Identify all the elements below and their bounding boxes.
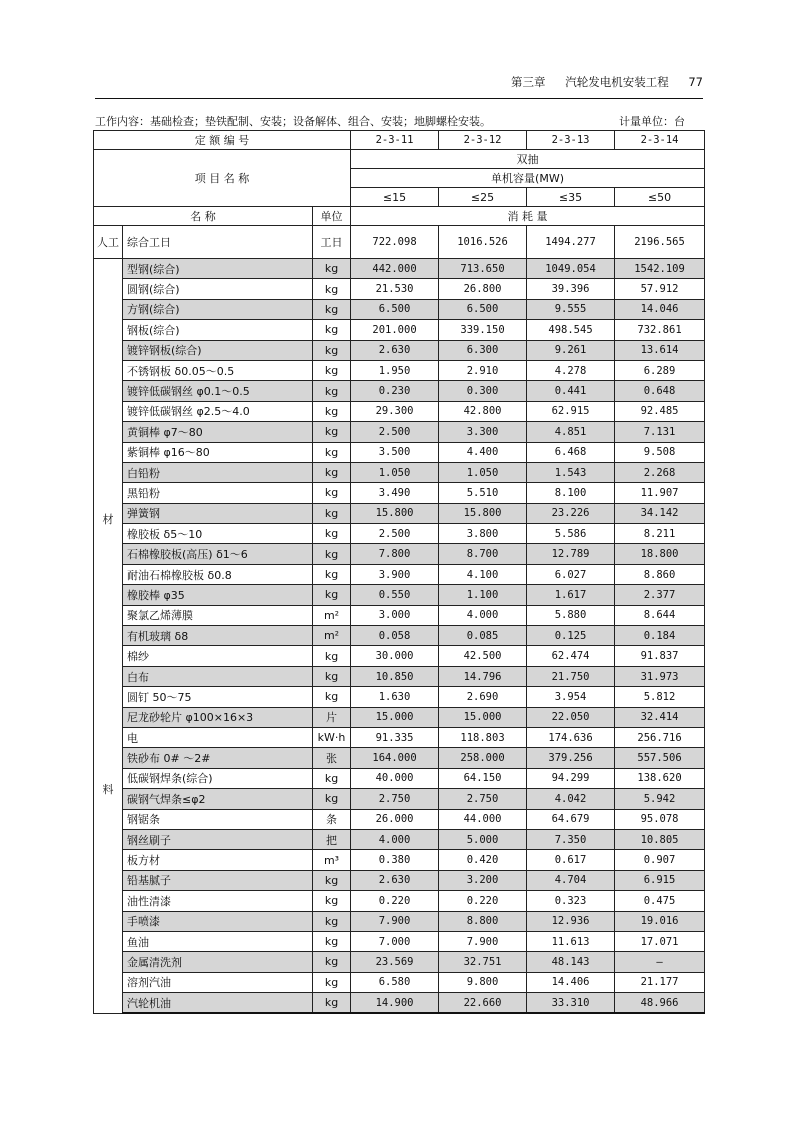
material-value: 21.177: [615, 972, 705, 992]
material-value: 2.268: [615, 462, 705, 482]
material-value: 44.000: [439, 809, 527, 829]
material-row: [94, 503, 705, 523]
material-value: 2.377: [615, 585, 705, 605]
name-column-header: 名 称: [94, 207, 313, 226]
material-name: 橡胶板 δ5～10: [123, 524, 313, 544]
material-value: 8.211: [615, 524, 705, 544]
material-name: 金属清洗剂: [123, 952, 313, 972]
quota-number-label: 定 额 编 号: [94, 131, 351, 150]
material-row: [94, 850, 705, 870]
material-row: [94, 442, 705, 462]
material-value: 0.380: [351, 850, 439, 870]
material-value: 3.000: [351, 605, 439, 625]
material-value: 12.936: [527, 911, 615, 931]
material-value: 2.750: [439, 789, 527, 809]
material-row: [94, 707, 705, 727]
material-value: 3.200: [439, 870, 527, 890]
material-value: 57.912: [615, 279, 705, 299]
material-unit: kW·h: [313, 727, 351, 747]
labor-value: 2196.565: [615, 226, 705, 259]
material-value: 0.058: [351, 626, 439, 646]
material-value: —: [615, 952, 705, 972]
material-unit: kg: [313, 891, 351, 911]
material-unit: kg: [313, 870, 351, 890]
material-value: 0.550: [351, 585, 439, 605]
materials-category-char: 料: [102, 783, 114, 796]
material-unit: kg: [313, 360, 351, 380]
material-value: 0.085: [439, 626, 527, 646]
material-unit: kg: [313, 646, 351, 666]
work-content: 工作内容：基础检查；垫铁配制、安装；设备解体、组合、安装；地脚螺栓安装。: [95, 115, 491, 128]
material-name: 聚氯乙烯薄膜: [123, 605, 313, 625]
material-value: 6.580: [351, 972, 439, 992]
material-row: [94, 585, 705, 605]
material-value: 3.800: [439, 524, 527, 544]
material-row: [94, 727, 705, 747]
work-content-line: [95, 113, 703, 129]
material-unit: kg: [313, 666, 351, 686]
material-value: 1.630: [351, 687, 439, 707]
material-value: 18.800: [615, 544, 705, 564]
item-name-label: 项 目 名 称: [94, 150, 351, 207]
material-row: [94, 544, 705, 564]
material-value: 3.900: [351, 564, 439, 584]
material-name: 镀锌低碳钢丝 φ2.5～4.0: [123, 401, 313, 421]
material-value: 713.650: [439, 259, 527, 279]
material-name: 耐油石棉橡胶板 δ0.8: [123, 564, 313, 584]
material-value: 258.000: [439, 748, 527, 768]
material-row: [94, 829, 705, 849]
material-value: 6.500: [351, 299, 439, 319]
material-value: 91.837: [615, 646, 705, 666]
material-value: 64.679: [527, 809, 615, 829]
material-value: 10.805: [615, 829, 705, 849]
material-value: 0.125: [527, 626, 615, 646]
material-value: 13.614: [615, 340, 705, 360]
material-row: [94, 462, 705, 482]
material-value: 0.323: [527, 891, 615, 911]
material-value: 62.915: [527, 401, 615, 421]
material-value: 0.441: [527, 381, 615, 401]
material-value: 48.966: [615, 993, 705, 1014]
material-value: 9.508: [615, 442, 705, 462]
material-unit: m³: [313, 850, 351, 870]
consumption-header: 消 耗 量: [351, 207, 705, 226]
material-value: 0.220: [439, 891, 527, 911]
material-value: 30.000: [351, 646, 439, 666]
material-value: 4.400: [439, 442, 527, 462]
material-value: 0.220: [351, 891, 439, 911]
material-value: 0.617: [527, 850, 615, 870]
labor-row: [94, 226, 705, 259]
material-value: 3.954: [527, 687, 615, 707]
labor-value: 1494.277: [527, 226, 615, 259]
material-value: 94.299: [527, 768, 615, 788]
material-value: 201.000: [351, 320, 439, 340]
material-value: 0.230: [351, 381, 439, 401]
labor-name: 综合工日: [123, 226, 313, 259]
material-value: 2.630: [351, 340, 439, 360]
material-name: 镀锌低碳钢丝 φ0.1～0.5: [123, 381, 313, 401]
material-name: 钢锯条: [123, 809, 313, 829]
material-row: [94, 279, 705, 299]
material-unit: kg: [313, 340, 351, 360]
material-value: 4.000: [351, 829, 439, 849]
quota-code: 2-3-13: [527, 131, 615, 150]
material-row: [94, 483, 705, 503]
material-value: 6.915: [615, 870, 705, 890]
material-value: 39.396: [527, 279, 615, 299]
material-unit: kg: [313, 320, 351, 340]
capacity-value: ≤15: [351, 188, 439, 207]
material-value: 4.100: [439, 564, 527, 584]
material-name: 圆钢(综合): [123, 279, 313, 299]
material-value: 12.789: [527, 544, 615, 564]
material-row: [94, 626, 705, 646]
material-value: 2.910: [439, 360, 527, 380]
material-name: 尼龙砂轮片 φ100×16×3: [123, 707, 313, 727]
material-value: 7.131: [615, 422, 705, 442]
material-name: 型钢(综合): [123, 259, 313, 279]
material-value: 15.800: [351, 503, 439, 523]
material-value: 95.078: [615, 809, 705, 829]
material-value: 42.800: [439, 401, 527, 421]
material-value: 14.406: [527, 972, 615, 992]
material-value: 2.500: [351, 422, 439, 442]
material-unit: kg: [313, 564, 351, 584]
material-value: 15.000: [351, 707, 439, 727]
material-value: 164.000: [351, 748, 439, 768]
material-value: 21.750: [527, 666, 615, 686]
material-row: [94, 789, 705, 809]
material-row: [94, 360, 705, 380]
material-value: 1.100: [439, 585, 527, 605]
material-name: 碳钢气焊条≤φ2: [123, 789, 313, 809]
group-label: 双抽: [351, 150, 705, 169]
material-value: 6.027: [527, 564, 615, 584]
material-value: 40.000: [351, 768, 439, 788]
quota-number-row: [94, 131, 705, 150]
material-value: 8.800: [439, 911, 527, 931]
material-value: 1.050: [351, 462, 439, 482]
material-name: 橡胶棒 φ35: [123, 585, 313, 605]
material-row: [94, 931, 705, 951]
material-value: 0.184: [615, 626, 705, 646]
materials-category-char: 材: [102, 513, 114, 526]
material-value: 557.506: [615, 748, 705, 768]
material-value: 32.751: [439, 952, 527, 972]
material-value: 26.000: [351, 809, 439, 829]
material-value: 6.289: [615, 360, 705, 380]
material-value: 5.586: [527, 524, 615, 544]
material-row: [94, 687, 705, 707]
labor-unit: 工日: [313, 226, 351, 259]
material-unit: m²: [313, 605, 351, 625]
quota-code: 2-3-14: [615, 131, 705, 150]
material-value: 11.613: [527, 931, 615, 951]
material-unit: kg: [313, 687, 351, 707]
material-name: 白布: [123, 666, 313, 686]
material-value: 34.142: [615, 503, 705, 523]
material-row: [94, 666, 705, 686]
material-unit: kg: [313, 279, 351, 299]
material-name: 溶剂汽油: [123, 972, 313, 992]
material-value: 9.800: [439, 972, 527, 992]
material-unit: kg: [313, 768, 351, 788]
material-value: 1.950: [351, 360, 439, 380]
material-unit: 张: [313, 748, 351, 768]
material-value: 339.150: [439, 320, 527, 340]
material-name: 铁砂布 0# ～2#: [123, 748, 313, 768]
material-unit: kg: [313, 911, 351, 931]
material-value: 0.907: [615, 850, 705, 870]
material-row: [94, 891, 705, 911]
material-value: 14.796: [439, 666, 527, 686]
material-value: 14.900: [351, 993, 439, 1014]
chapter-title: 汽轮发电机安装工程: [565, 75, 669, 89]
material-value: 2.500: [351, 524, 439, 544]
material-name: 不锈钢板 δ0.05～0.5: [123, 360, 313, 380]
group-row: [94, 150, 705, 169]
materials-category: [94, 259, 123, 1014]
capacity-value: ≤50: [615, 188, 705, 207]
material-value: 5.000: [439, 829, 527, 849]
material-row: [94, 259, 705, 279]
material-row: [94, 870, 705, 890]
material-unit: kg: [313, 952, 351, 972]
material-value: 15.800: [439, 503, 527, 523]
material-row: [94, 320, 705, 340]
material-value: 8.644: [615, 605, 705, 625]
material-value: 0.475: [615, 891, 705, 911]
capacity-label: 单机容量(MW): [351, 169, 705, 188]
material-row: [94, 401, 705, 421]
material-value: 4.851: [527, 422, 615, 442]
labor-value: 722.098: [351, 226, 439, 259]
material-unit: kg: [313, 544, 351, 564]
material-value: 1.050: [439, 462, 527, 482]
material-value: 118.803: [439, 727, 527, 747]
material-name: 钢板(综合): [123, 320, 313, 340]
material-value: 0.648: [615, 381, 705, 401]
material-value: 2.690: [439, 687, 527, 707]
material-value: 7.900: [439, 931, 527, 951]
material-unit: kg: [313, 299, 351, 319]
material-value: 10.850: [351, 666, 439, 686]
material-value: 17.071: [615, 931, 705, 951]
material-value: 1542.109: [615, 259, 705, 279]
material-value: 21.530: [351, 279, 439, 299]
material-row: [94, 972, 705, 992]
material-value: 23.569: [351, 952, 439, 972]
material-value: 5.510: [439, 483, 527, 503]
material-unit: kg: [313, 931, 351, 951]
material-row: [94, 748, 705, 768]
measure-unit: 计量单位：台: [619, 115, 685, 128]
material-unit: kg: [313, 381, 351, 401]
material-value: 1.617: [527, 585, 615, 605]
material-value: 6.468: [527, 442, 615, 462]
material-value: 48.143: [527, 952, 615, 972]
material-unit: kg: [313, 259, 351, 279]
material-value: 138.620: [615, 768, 705, 788]
material-value: 22.050: [527, 707, 615, 727]
material-value: 22.660: [439, 993, 527, 1014]
material-row: [94, 381, 705, 401]
material-unit: kg: [313, 503, 351, 523]
material-value: 64.150: [439, 768, 527, 788]
material-value: 91.335: [351, 727, 439, 747]
material-name: 鱼油: [123, 931, 313, 951]
material-row: [94, 809, 705, 829]
material-row: [94, 646, 705, 666]
material-row: [94, 564, 705, 584]
material-name: 石棉橡胶板(高压) δ1～6: [123, 544, 313, 564]
material-unit: kg: [313, 422, 351, 442]
material-unit: kg: [313, 401, 351, 421]
material-value: 8.100: [527, 483, 615, 503]
material-value: 8.860: [615, 564, 705, 584]
material-name: 铅基腻子: [123, 870, 313, 890]
unit-column-header: 单位: [313, 207, 351, 226]
material-name: 低碳钢焊条(综合): [123, 768, 313, 788]
material-value: 32.414: [615, 707, 705, 727]
material-value: 3.490: [351, 483, 439, 503]
material-name: 汽轮机油: [123, 993, 313, 1014]
material-value: 11.907: [615, 483, 705, 503]
material-value: 7.000: [351, 931, 439, 951]
material-row: [94, 768, 705, 788]
material-value: 4.704: [527, 870, 615, 890]
material-value: 5.880: [527, 605, 615, 625]
material-unit: kg: [313, 442, 351, 462]
capacity-value: ≤25: [439, 188, 527, 207]
material-value: 256.716: [615, 727, 705, 747]
material-value: 174.636: [527, 727, 615, 747]
material-row: [94, 340, 705, 360]
material-value: 29.300: [351, 401, 439, 421]
chapter-label: 第三章: [511, 75, 546, 89]
column-header-row: [94, 207, 705, 226]
material-value: 92.485: [615, 401, 705, 421]
material-value: 5.812: [615, 687, 705, 707]
material-unit: kg: [313, 524, 351, 544]
material-name: 电: [123, 727, 313, 747]
material-name: 板方材: [123, 850, 313, 870]
material-unit: kg: [313, 789, 351, 809]
material-value: 732.861: [615, 320, 705, 340]
material-name: 白铅粉: [123, 462, 313, 482]
running-header: [95, 74, 703, 99]
material-value: 379.256: [527, 748, 615, 768]
material-value: 6.500: [439, 299, 527, 319]
material-unit: kg: [313, 993, 351, 1014]
material-name: 有机玻璃 δ8: [123, 626, 313, 646]
material-unit: kg: [313, 462, 351, 482]
material-name: 镀锌钢板(综合): [123, 340, 313, 360]
material-value: 7.900: [351, 911, 439, 931]
material-row: [94, 911, 705, 931]
material-value: 9.261: [527, 340, 615, 360]
material-value: 62.474: [527, 646, 615, 666]
material-value: 4.000: [439, 605, 527, 625]
material-value: 9.555: [527, 299, 615, 319]
material-value: 0.420: [439, 850, 527, 870]
material-name: 油性清漆: [123, 891, 313, 911]
material-value: 15.000: [439, 707, 527, 727]
quota-code: 2-3-12: [439, 131, 527, 150]
material-row: [94, 422, 705, 442]
material-value: 23.226: [527, 503, 615, 523]
material-unit: kg: [313, 972, 351, 992]
material-value: 3.500: [351, 442, 439, 462]
material-name: 棉纱: [123, 646, 313, 666]
material-row: [94, 605, 705, 625]
material-name: 方钢(综合): [123, 299, 313, 319]
material-value: 26.800: [439, 279, 527, 299]
capacity-value: ≤35: [527, 188, 615, 207]
material-value: 0.300: [439, 381, 527, 401]
quota-table: [93, 130, 705, 1014]
material-value: 5.942: [615, 789, 705, 809]
material-value: 4.042: [527, 789, 615, 809]
material-unit: kg: [313, 585, 351, 605]
material-value: 33.310: [527, 993, 615, 1014]
material-value: 4.278: [527, 360, 615, 380]
material-row: [94, 952, 705, 972]
material-name: 手喷漆: [123, 911, 313, 931]
page-number: 77: [688, 75, 703, 89]
material-unit: 片: [313, 707, 351, 727]
material-name: 黑铅粉: [123, 483, 313, 503]
material-name: 紫铜棒 φ16～80: [123, 442, 313, 462]
material-value: 19.016: [615, 911, 705, 931]
material-name: 弹簧钢: [123, 503, 313, 523]
material-value: 498.545: [527, 320, 615, 340]
material-value: 7.350: [527, 829, 615, 849]
labor-category: 人工: [94, 226, 123, 259]
material-value: 1.543: [527, 462, 615, 482]
material-value: 2.750: [351, 789, 439, 809]
material-value: 31.973: [615, 666, 705, 686]
material-row: [94, 299, 705, 319]
labor-value: 1016.526: [439, 226, 527, 259]
material-value: 2.630: [351, 870, 439, 890]
material-name: 圆钉 50～75: [123, 687, 313, 707]
material-name: 黄铜棒 φ7～80: [123, 422, 313, 442]
material-value: 3.300: [439, 422, 527, 442]
material-name: 钢丝刷子: [123, 829, 313, 849]
material-unit: m²: [313, 626, 351, 646]
material-value: 1049.054: [527, 259, 615, 279]
material-value: 442.000: [351, 259, 439, 279]
material-value: 6.300: [439, 340, 527, 360]
material-value: 8.700: [439, 544, 527, 564]
material-value: 42.500: [439, 646, 527, 666]
material-unit: 条: [313, 809, 351, 829]
material-unit: 把: [313, 829, 351, 849]
material-value: 7.800: [351, 544, 439, 564]
material-unit: kg: [313, 483, 351, 503]
quota-code: 2-3-11: [351, 131, 439, 150]
material-row: [94, 524, 705, 544]
material-value: 14.046: [615, 299, 705, 319]
material-row: [94, 993, 705, 1014]
